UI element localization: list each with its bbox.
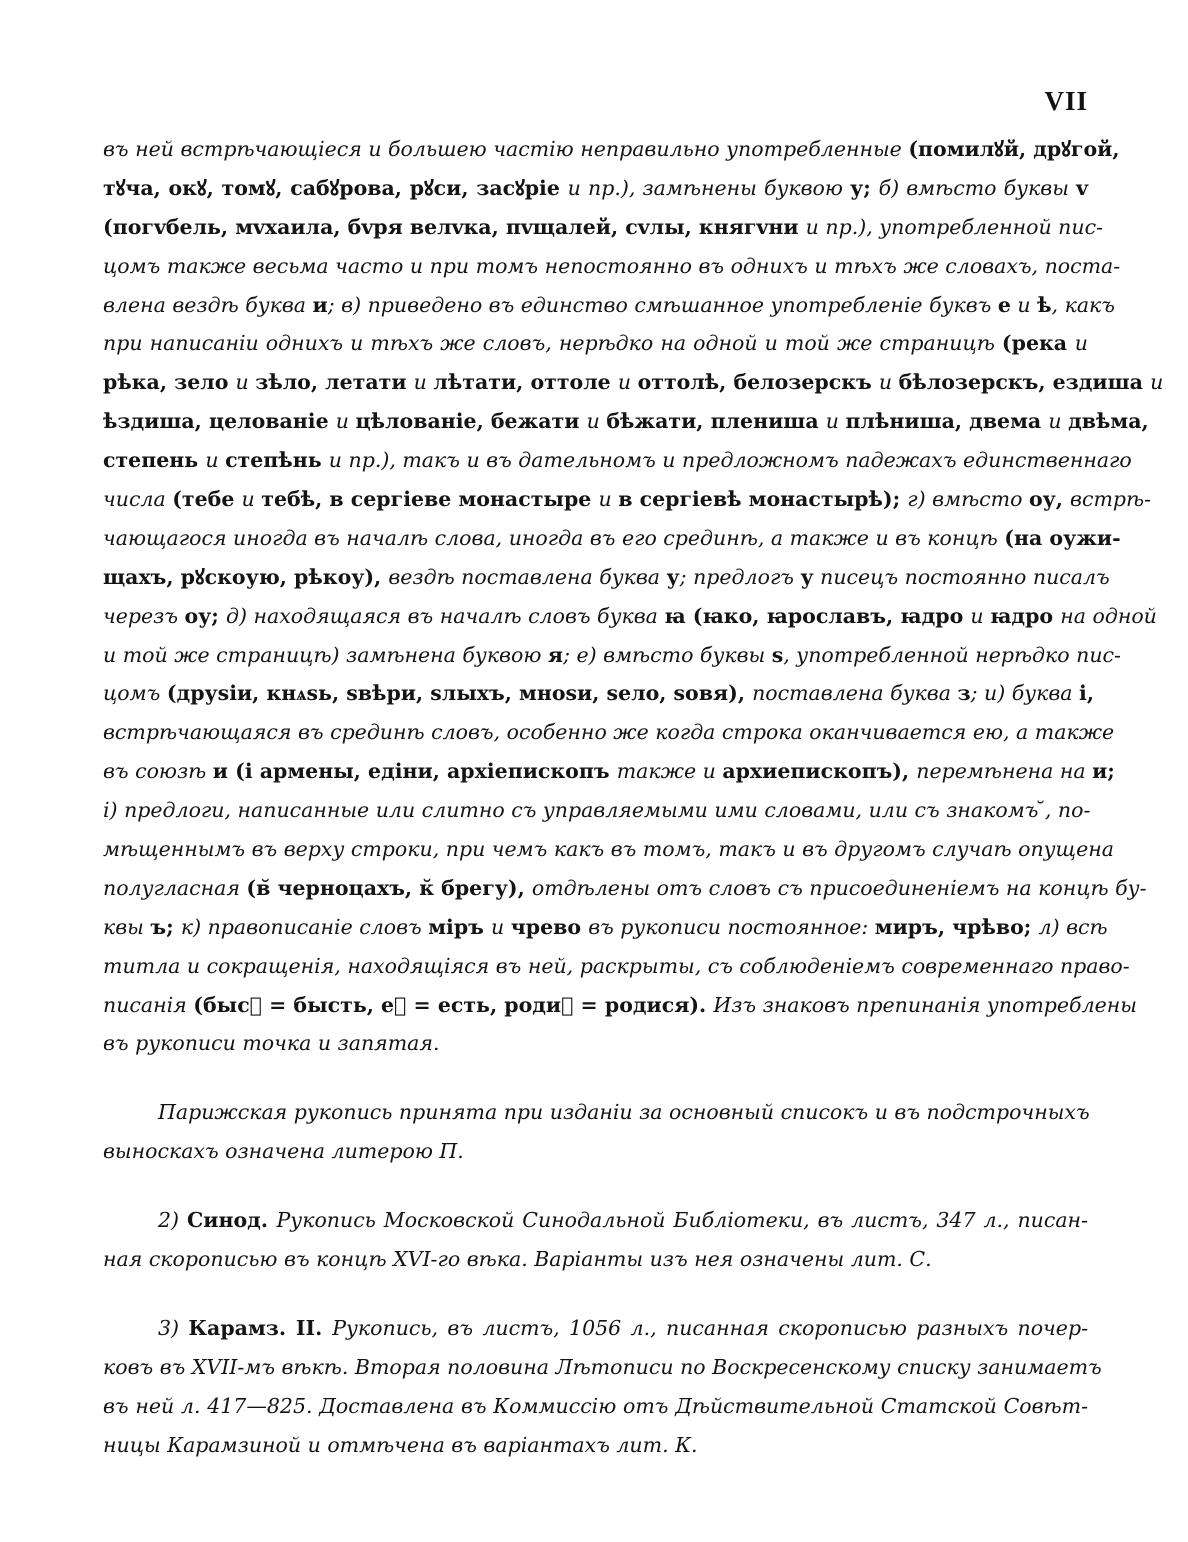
- text-run: зѣло, летати: [255, 370, 414, 395]
- text-run: и: [1010, 292, 1038, 317]
- text-run: тебѣ, в сергіеве монастыре: [261, 487, 599, 512]
- text-run: и той же страницѣ) замѣнена буквою: [103, 642, 548, 667]
- text-run: 2): [158, 1208, 187, 1233]
- text-run: въ союзѣ: [103, 759, 213, 784]
- paragraph-editorial-notes: [103, 130, 1164, 1063]
- text-run: бѣлозерскъ, ездиша: [898, 370, 1151, 395]
- text-run: въ ней л. 417—825. Доставлена въ Коммиссію отъ Дѣйствительной Статской Совѣт-: [103, 1393, 1088, 1418]
- text-run: ꙗ (ꙗко, ꙗрославъ, ꙗдро: [664, 603, 971, 628]
- text-run: встрѣ-: [1070, 487, 1152, 512]
- text-line: [103, 1024, 1088, 1063]
- text-run: и: [491, 914, 511, 939]
- text-run: я: [547, 642, 564, 667]
- text-line: [103, 869, 1147, 908]
- text-run: оу;: [184, 603, 227, 628]
- text-run: чрево: [510, 914, 589, 939]
- text-run: у: [800, 564, 814, 589]
- text-line: [103, 363, 1164, 402]
- text-run: ницы Карамзиной и отмѣчена въ варіантахъ лит. К.: [103, 1432, 698, 1457]
- text-run: е: [997, 292, 1011, 317]
- text-run: черезъ: [103, 603, 185, 628]
- text-run: ѣздиша, целованіе: [103, 409, 336, 434]
- text-line: [103, 247, 1121, 286]
- text-run: поставлена буква: [752, 681, 958, 706]
- text-run: и: [312, 292, 328, 317]
- text-run: б) вмѣсто буквы: [878, 175, 1077, 200]
- text-run: и: [335, 409, 356, 434]
- text-run: и: [970, 603, 991, 628]
- text-run: и: [1074, 331, 1088, 356]
- text-run: и: [205, 448, 226, 473]
- text-run: и (і армены, едіни, архіепископъ: [212, 759, 617, 784]
- text-run: Парижская рукопись принята при изданіи за основный списокъ и въ подстрочныхъ: [158, 1100, 1090, 1125]
- text-run: оттолѣ, белозерскъ: [637, 370, 879, 395]
- text-line: [103, 208, 1103, 247]
- text-run: 3): [158, 1315, 189, 1340]
- text-run: , какъ: [1051, 292, 1115, 317]
- text-run: г) вмѣсто: [907, 487, 1029, 512]
- text-run: и пр.), такъ и въ дательномъ и предложномъ падежахъ единственнаго: [328, 448, 1132, 473]
- text-run: въ рукописи постоянное:: [588, 914, 875, 939]
- text-run: лѣтати, оттоле: [433, 370, 618, 395]
- text-run: вездѣ поставлена буква: [388, 564, 667, 589]
- text-run: отдѣлены отъ словъ съ присоединеніемъ на концѣ бу-: [531, 875, 1147, 900]
- text-run: архиепископъ),: [722, 759, 917, 784]
- text-line: [103, 324, 1088, 363]
- text-run: влена вездѣ буква: [103, 292, 313, 317]
- text-run: міръ: [428, 914, 492, 939]
- text-run: цомъ: [103, 681, 167, 706]
- text-line: [103, 1348, 1102, 1387]
- text-run: л) всѣ: [1038, 914, 1108, 939]
- text-run: числа: [103, 487, 173, 512]
- text-run: и: [1048, 409, 1069, 434]
- text-run: и: [241, 487, 262, 512]
- text-run: к) правописаніе словъ: [180, 914, 429, 939]
- text-run: ъ;: [150, 914, 181, 939]
- text-run: ; и) буква: [970, 681, 1080, 706]
- text-line: [103, 480, 1152, 519]
- text-run: (помилꙋй, дрꙋгой,: [908, 137, 1120, 161]
- text-line: [103, 519, 1121, 558]
- text-run: ѕ: [771, 642, 784, 667]
- text-run: при написаніи однихъ и тѣхъ же словъ, нерѣдко на одной и той же страницѣ: [103, 331, 1002, 356]
- text-run: и;: [1092, 759, 1115, 784]
- text-run: Синод.: [186, 1208, 277, 1233]
- text-line: [103, 1132, 1088, 1171]
- text-line: [103, 1093, 1088, 1132]
- text-run: на одной: [1060, 603, 1157, 628]
- text-run: и: [598, 487, 619, 512]
- text-run: выноскахъ означена литерою П.: [103, 1139, 464, 1164]
- text-run: писецъ постоянно писалъ: [813, 564, 1110, 589]
- text-run: квы: [103, 914, 151, 939]
- text-run: Изъ знаковъ препинанія употреблены: [713, 992, 1137, 1017]
- text-line: [103, 558, 1110, 597]
- text-run: у: [666, 564, 680, 589]
- text-run: и: [413, 370, 434, 395]
- paragraph-synodal-manuscript: [103, 1201, 1088, 1279]
- text-run: Карамз. II.: [188, 1315, 333, 1340]
- text-run: и: [878, 370, 899, 395]
- text-run: полугласная: [103, 875, 247, 900]
- text-run: и: [825, 409, 846, 434]
- text-run: рѣка, зело: [103, 370, 236, 395]
- text-run: в сергіевѣ монастырѣ);: [618, 487, 908, 512]
- text-line: [103, 830, 1114, 869]
- text-run: ; е) вмѣсто буквы: [563, 642, 772, 667]
- text-line: [103, 286, 1115, 325]
- text-run: плѣниша, двема: [845, 409, 1049, 434]
- text-run: степѣнь: [225, 448, 329, 473]
- text-line: [103, 791, 1091, 830]
- text-run: щахъ, рꙋскоую, рѣкоу),: [103, 564, 389, 589]
- text-line: [103, 986, 1137, 1025]
- text-run: (погvбель, мvхаила, бvря велvка, пvщалей, сvлы, княгvни: [103, 214, 806, 239]
- paragraph-karamzin-manuscript: [103, 1309, 1102, 1465]
- text-run: Рукопись, въ листъ, 1056 л., писанная скорописью разныхъ почер-: [332, 1315, 1088, 1340]
- paragraph-paris-manuscript: [103, 1093, 1088, 1171]
- text-run: (тебе: [172, 487, 242, 512]
- text-line: [103, 1240, 1088, 1279]
- text-run: Рукопись Московской Синодальной Библіотеки, въ листъ, 347 л., писан-: [276, 1208, 1088, 1233]
- text-run: ꙗдро: [990, 603, 1061, 628]
- text-line: [103, 597, 1157, 636]
- text-line: [103, 1201, 1088, 1240]
- text-run: и: [235, 370, 256, 395]
- text-run: тꙋча, окꙋ, томꙋ, сабꙋрова, рꙋси, засꙋріе: [103, 175, 568, 200]
- text-run: и: [1150, 370, 1164, 395]
- text-run: цѣлованіе, бежати: [355, 409, 587, 434]
- text-line: [103, 947, 1130, 986]
- text-run: и пр.), замѣнены буквою: [567, 175, 851, 200]
- text-run: з: [957, 681, 971, 706]
- text-run: и: [617, 370, 638, 395]
- text-run: степень: [103, 448, 206, 473]
- page-number: VII: [1044, 86, 1088, 116]
- text-run: (друѕіи, кнѧѕь, ѕвѣри, ѕлыхъ, мноѕи, ѕело, ѕовя),: [166, 681, 753, 706]
- text-run: бѣжати, плениша: [606, 409, 826, 434]
- text-run: титла и сокращенія, находящіяся въ ней, раскрыты, съ соблюденіемъ современнаго право-: [103, 953, 1130, 978]
- body-text: [103, 130, 1164, 1465]
- text-run: v: [1076, 175, 1088, 200]
- text-run: двѣма,: [1068, 409, 1149, 434]
- text-run: (бысᷓ = бысть, еᷓ = есть, родиᷓ = родися).: [193, 992, 714, 1017]
- text-run: въ ней встрѣчающіеся и большею частію неправильно употребленные: [103, 137, 909, 161]
- text-line: [103, 636, 1121, 675]
- text-run: писанія: [103, 992, 194, 1017]
- text-run: оу,: [1028, 487, 1071, 512]
- text-run: , употребленной нерѣдко пис-: [783, 642, 1121, 667]
- text-line: [103, 674, 1094, 713]
- text-run: перемѣнена на: [916, 759, 1093, 784]
- text-line: [103, 169, 1088, 208]
- text-run: и пр.), употребленной пис-: [805, 214, 1103, 239]
- text-run: миръ, чрѣво;: [874, 914, 1039, 939]
- text-run: у;: [850, 175, 879, 200]
- text-run: цомъ также весьма часто и при томъ непостоянно въ однихъ и тѣхъ же словахъ, поста-: [103, 253, 1121, 278]
- text-line: [103, 1309, 1088, 1348]
- text-run: и: [586, 409, 607, 434]
- text-run: і) предлоги, написанные или слитно съ управляемыми ими словами, или съ знакомъ ̆, по-: [103, 798, 1091, 823]
- text-run: ная скорописью въ концѣ XVI-го вѣка. Варіанты изъ нея означены лит. С.: [103, 1247, 932, 1272]
- text-run: ; предлогъ: [679, 564, 801, 589]
- text-run: і,: [1079, 681, 1094, 706]
- text-run: въ рукописи точка и запятая.: [103, 1031, 440, 1056]
- text-run: д) находящаяся въ началѣ словъ буква: [226, 603, 665, 628]
- text-run: чающагося иногда въ началѣ слова, иногда въ его срединѣ, а также и въ концѣ: [103, 525, 1005, 550]
- text-run: (в̆ черноцахъ, к̆ брегу),: [246, 875, 532, 900]
- text-run: (на оужи-: [1004, 525, 1121, 550]
- text-line: [103, 752, 1115, 791]
- text-run: встрѣчающаяся въ срединѣ словъ, особенно же когда строка оканчивается ею, а также: [103, 720, 1115, 745]
- text-line: [103, 713, 1115, 752]
- text-run: также и: [616, 759, 723, 784]
- text-line: [103, 402, 1149, 441]
- text-line: [103, 1387, 1088, 1426]
- text-line: [103, 441, 1132, 480]
- text-line: [103, 908, 1108, 947]
- text-line: [103, 130, 1120, 169]
- text-run: мѣщеннымъ въ верху строки, при чемъ какъ въ томъ, такъ и въ другомъ случаѣ опущена: [103, 837, 1114, 862]
- text-run: ковъ въ XVII-мъ вѣкѣ. Вторая половина Лѣтописи по Воскресенскому списку занимаетъ: [103, 1354, 1102, 1379]
- text-run: ; в) приведено въ единство смѣшанное употребленіе буквъ: [327, 292, 998, 317]
- text-run: (река: [1001, 331, 1075, 356]
- text-line: [103, 1426, 1088, 1465]
- text-run: ѣ: [1037, 292, 1052, 317]
